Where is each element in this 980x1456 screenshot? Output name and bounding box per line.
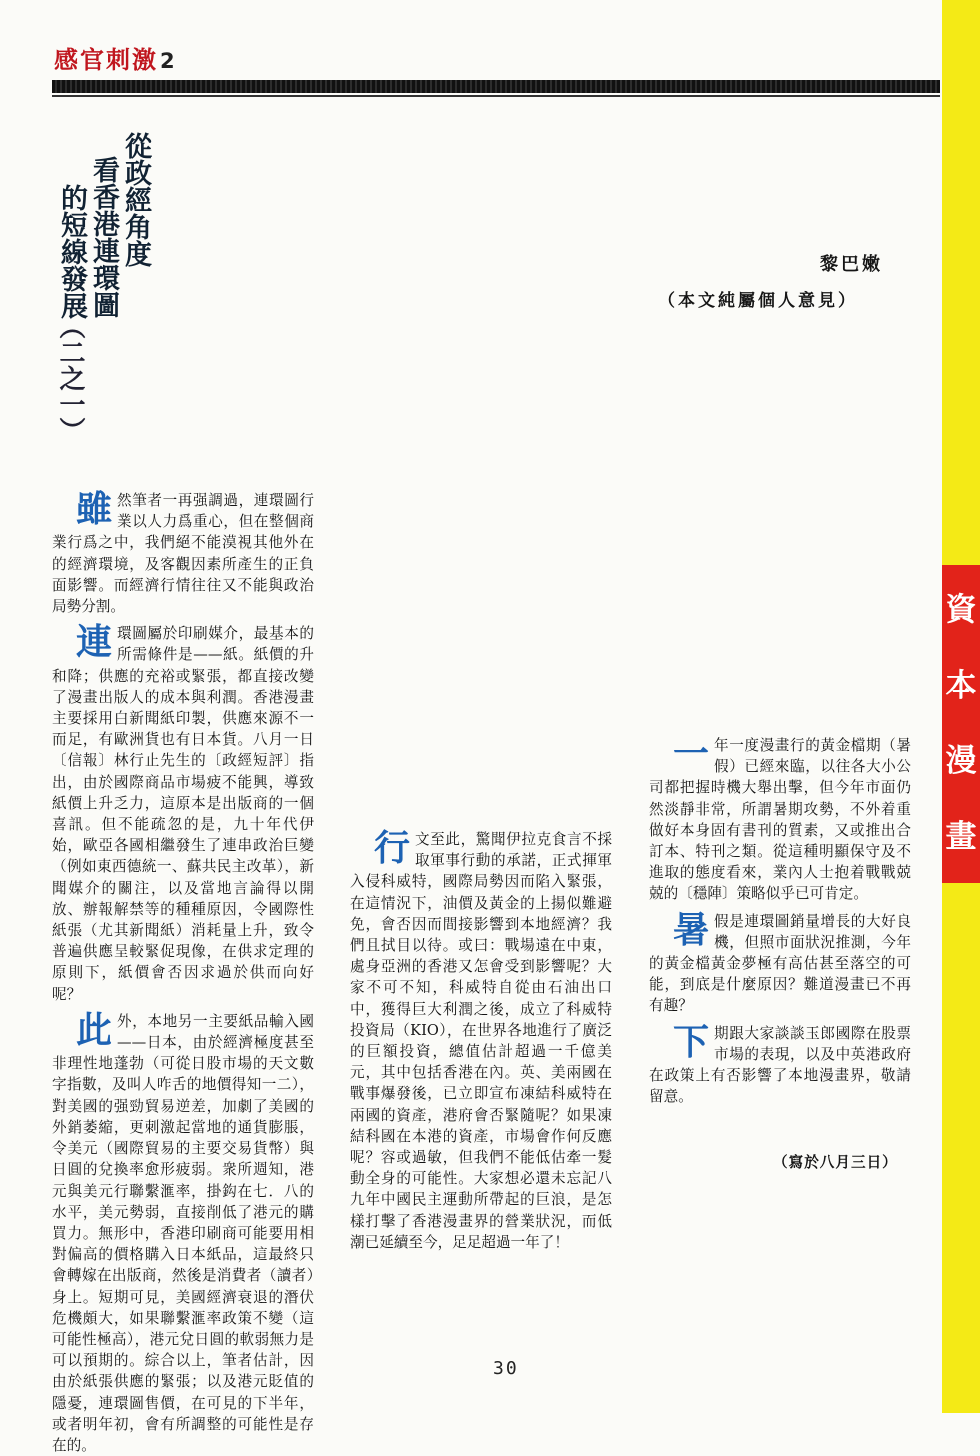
paragraph: [52, 623, 314, 1005]
section-label-text: 感官刺激: [54, 46, 158, 74]
section-tab-char: 畫: [945, 818, 977, 855]
drop-cap: 行: [373, 828, 410, 869]
section-label: [54, 40, 177, 75]
drop-cap: 暑: [672, 909, 709, 951]
section-tab-char: 資: [945, 592, 977, 629]
paragraph: [649, 911, 911, 1017]
body-column-2: [350, 489, 612, 1253]
paragraph: [52, 1011, 314, 1456]
drop-cap: 連: [75, 622, 112, 664]
body-column-3: [649, 495, 911, 1107]
paragraph-text: 年一度漫畫行的黃金檔期（暑假）已經來臨，以往各大小公司都把握時機大舉出擊，但今年市面仍然淡靜非常，所謂暑期攻勢，不外着重做好本身固有書刊的質素，又或推出合訂本、特刊之類。從這種明顯保守及不進取的態度看來，業內人士抱着戰戰兢兢的〔穩陣〕策略似乎已可肯定。: [649, 737, 911, 903]
drop-cap: 雖: [75, 489, 112, 530]
section-tab-char: 漫: [945, 743, 977, 780]
paragraph-text: 假是連環圖銷量增長的大好良機，但照市面狀況推測，今年的黃金檔黃金夢極有高估甚至落空的可能，到底是什麼原因？難道漫畫已不再有趣？: [649, 912, 911, 1015]
paragraph-text: 期跟大家談談玉郎國際在股票市場的表現，以及中英港政府在政策上有否影響了本地漫畫界，敬請留意。: [649, 1024, 911, 1106]
paragraph-text: 文至此，驚聞伊拉克食言不採取軍事行動的承諾，正式揮軍入侵科威特，國際局勢因而陷入緊張，在這情況下，油價及黃金的上揚似難避免，會否因而間接影響到本地經濟？我們且拭目以待。或曰：戰場遠在中東，處身亞洲的香港又怎會受到影響呢？大家不可不知，科威特自從由石油出口中，獲得巨大利潤之後，成立了科威特投資局（KIO），在世界各地進行了廣泛的巨額投資，總值估計超過一千億美元，其中包括香港在內。英、美兩國在戰事爆發後，已立即宣布凍結科威特在兩國的資產，港府會否緊隨呢？如果凍結科國在本港的資產，市場會作何反應呢？容或過敏，但我們不能低估牽一髮動全身的可能性。大家想必還未忘記八九年中國民主運動所帶起的巨浪，是怎樣打擊了香港漫畫界的營業狀況，而低潮已延續至今，足足超過一年了！: [350, 831, 612, 1251]
section-tab: [942, 565, 980, 883]
title-line: 從政經角度: [120, 132, 151, 267]
paragraph-text: 環圖屬於印刷媒介，最基本的所需條件是——紙。紙價的升和降；供應的充裕或緊張，都直接改變了漫畫出版人的成本與利潤。香港漫畫主要採用白新聞紙印製，供應來源不一而足，有歐洲貨也有日本貨。八月一日〔信報〕林行止先生的〔政經短評〕指出，由於國際商品市場疲不能興，導致紙價上升乏力，這原本是出版商的一個喜訊。但不能疏忽的是，九十年代伊始，歐亞各國相繼發生了連串政治巨變（例如東西德統一、蘇共民主改革），新聞媒介的關注，以及當地言論得以開放、辦報解禁等的種種原因，令國際性紙張（尤其新聞紙）消耗量上升，致令普遍供應呈較緊促現像，在供求定理的原則下，紙價會否因求過於供而向好呢？: [52, 625, 314, 1003]
paragraph: [649, 1023, 911, 1108]
paragraph: [52, 490, 314, 617]
title-part-indicator: （二之一）: [55, 313, 85, 443]
date-note: （寫於八月三日）: [773, 1154, 898, 1171]
header-rule-thin: [52, 95, 940, 97]
drop-cap: 一: [672, 734, 709, 775]
paragraph: [649, 735, 911, 905]
title-line: 看香港連環圖: [88, 156, 119, 318]
paragraph-text: 外，本地另一主要紙品輸入國——日本，由於經濟極度甚至非理性地蓬勃（可從日股市場的天文數字指數，及叫人咋舌的地價得知一二），對美國的强勁貿易逆差，加劇了美國的外銷萎縮，更刺激起當地的通貨膨脹，令美元（國際貿易的主要交易貨幣）與日圓的兌換率愈形疲弱。衆所週知，港元與美元行聯繫滙率，掛鈎在七．八的水平，美元勢弱，直接削低了港元的購買力。無形中，香港印刷商可能要用相對偏高的價格購入日本紙品，這最終只會轉嫁在出版商，然後是消費者（讀者）身上。短期可見，美國經濟衰退的潛伏危機頗大，如果聯繫滙率政策不變（這可能性極高），港元兌日圓的軟弱無力是可以預期的。綜合以上，筆者估計，因由於紙張供應的緊張；以及港元貶值的隱憂，連環圖售價，在可見的下半年，或者明年初，會有所調整的可能性是存在的。: [52, 1012, 314, 1454]
disclaimer-note: （本文純屬個人意見）: [658, 291, 858, 311]
paragraph: [350, 829, 612, 1253]
drop-cap: 此: [75, 1009, 112, 1051]
paragraph-text: 然筆者一再强調過，連環圖行業以人力爲重心，但在整個商業行爲之中，我們絕不能漠視其他外在的經濟環境，及客觀因素所產生的正負面影響。而經濟行情往往又不能與政治局勢分割。: [52, 492, 314, 616]
title-line: 的短線發展: [56, 184, 87, 319]
body-column-1: [52, 490, 314, 1456]
section-number: 2: [160, 49, 177, 73]
author-name: 黎巴嫩: [820, 254, 883, 275]
drop-cap: 下: [672, 1021, 709, 1063]
page-number: 30: [493, 1358, 519, 1379]
header-rule: [52, 80, 940, 93]
section-tab-char: 本: [945, 667, 977, 704]
